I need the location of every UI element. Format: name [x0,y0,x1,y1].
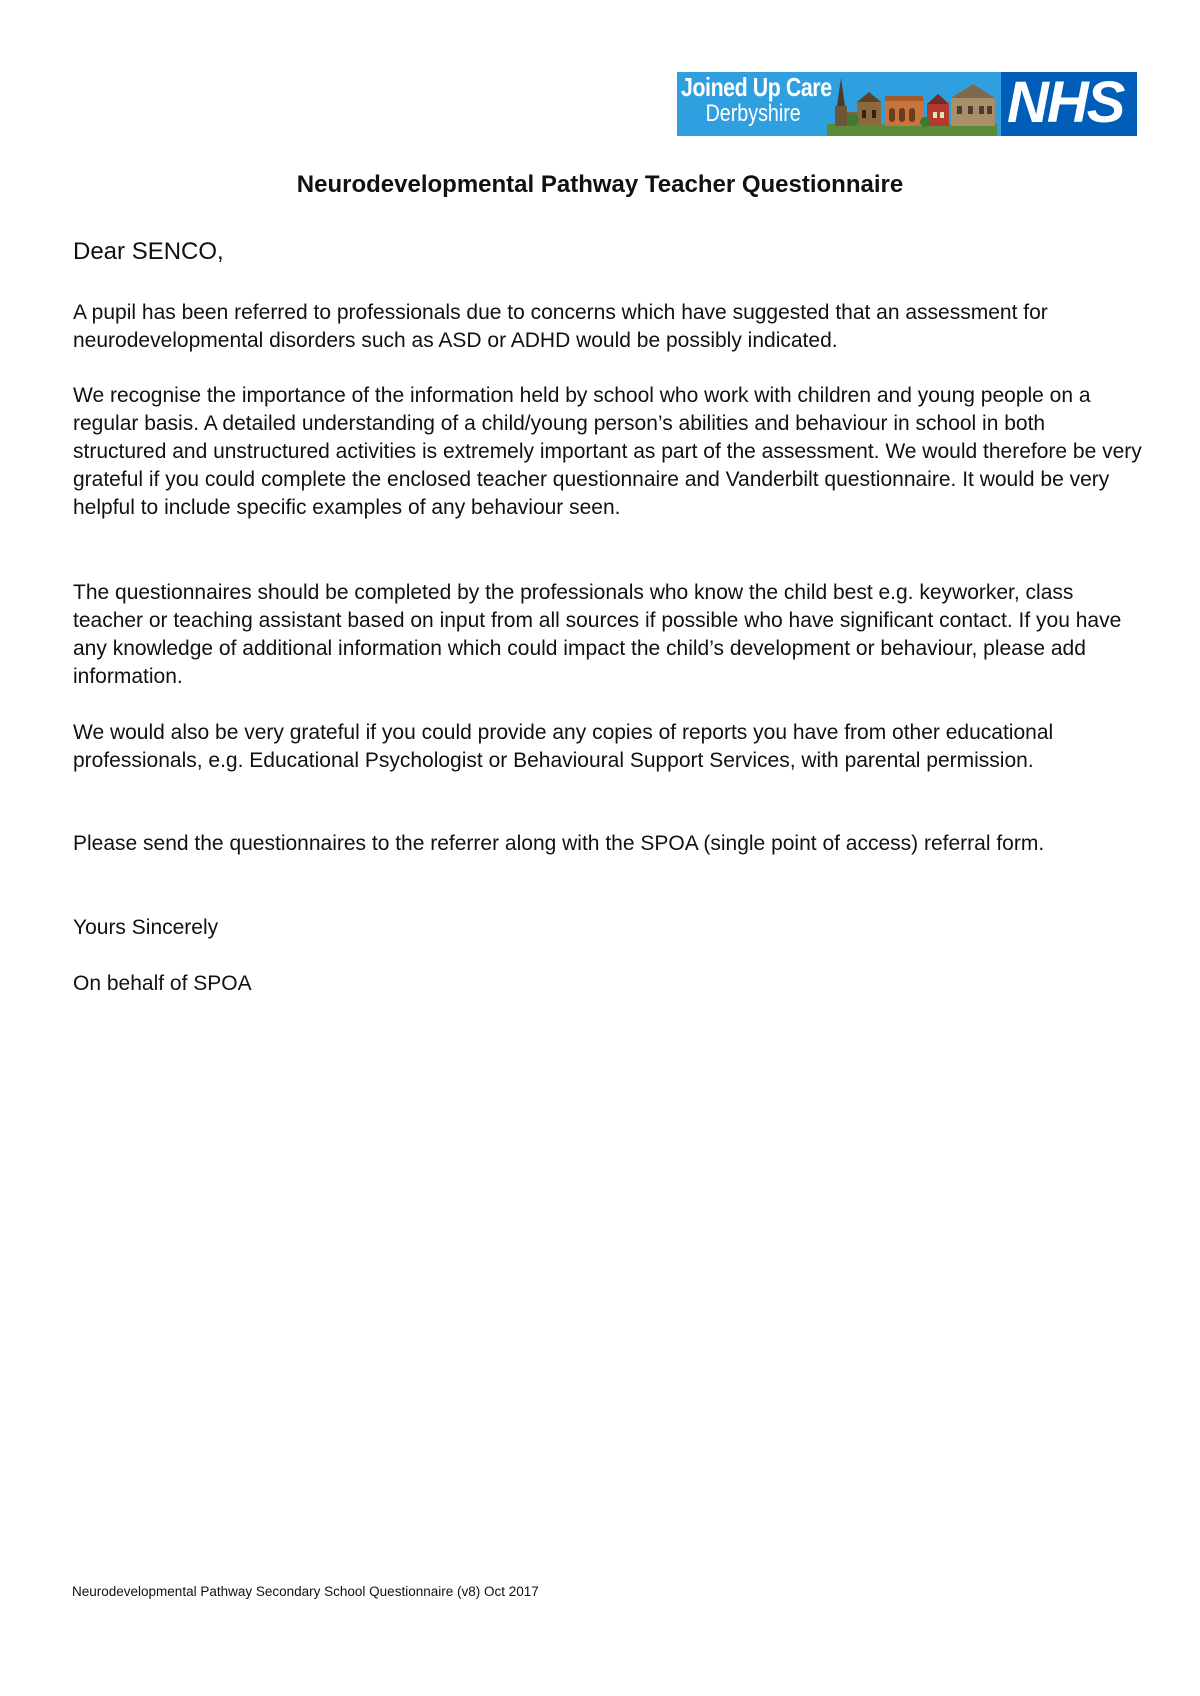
salutation: Dear SENCO, [73,238,224,265]
document-title: Neurodevelopmental Pathway Teacher Questionnaire [296,171,904,198]
joined-up-care-nhs-logo [677,72,1137,136]
nhs-logo [1001,72,1137,136]
signature-line: On behalf of SPOA [73,972,252,995]
paragraph-information-importance: We recognise the importance of the information held by school who work with children and young people on a regular basis. A detailed understanding of a child/young person’s abilities and behaviour in school in both structured and unstructured activities is extremely important as part of the assessment. We would therefore be very grateful if you could complete the enclosed teacher questionnaire and Vanderbilt questionnaire. It would be very helpful to include specific examples of any behaviour seen. [73,384,1142,519]
derbyshire-landmarks-illustration [827,72,997,136]
paragraph-who-completes: The questionnaires should be completed by the professionals who know the child best e.g. keyworker, class teacher or teaching assistant based on input from all sources if possible who have significant contact. If you have any knowledge of additional information which could impact the child’s development or behaviour, please add information. [73,581,1122,688]
logo-text [681,72,832,127]
logo-line-2: Derbyshire [705,100,801,127]
closing-line: Yours Sincerely [73,916,219,939]
nhs-logo-text: NHS [1007,72,1124,135]
paragraph-reports-request: We would also be very grateful if you could provide any copies of reports you have from other educational professionals, e.g. Educational Psychologist or Behavioural Support Services, with parental permission. [73,721,1054,772]
footer-note: Neurodevelopmental Pathway Secondary School Questionnaire (v8) Oct 2017 [72,1584,539,1599]
logo-line-1: Joined Up Care [681,72,832,102]
paragraph-referral: A pupil has been referred to professionals due to concerns which have suggested that an assessment for neurodevelopmental disorders such as ASD or ADHD would be possibly indicated. [73,301,1048,352]
paragraph-send-instructions: Please send the questionnaires to the referrer along with the SPOA (single point of access) referral form. [73,832,1045,855]
